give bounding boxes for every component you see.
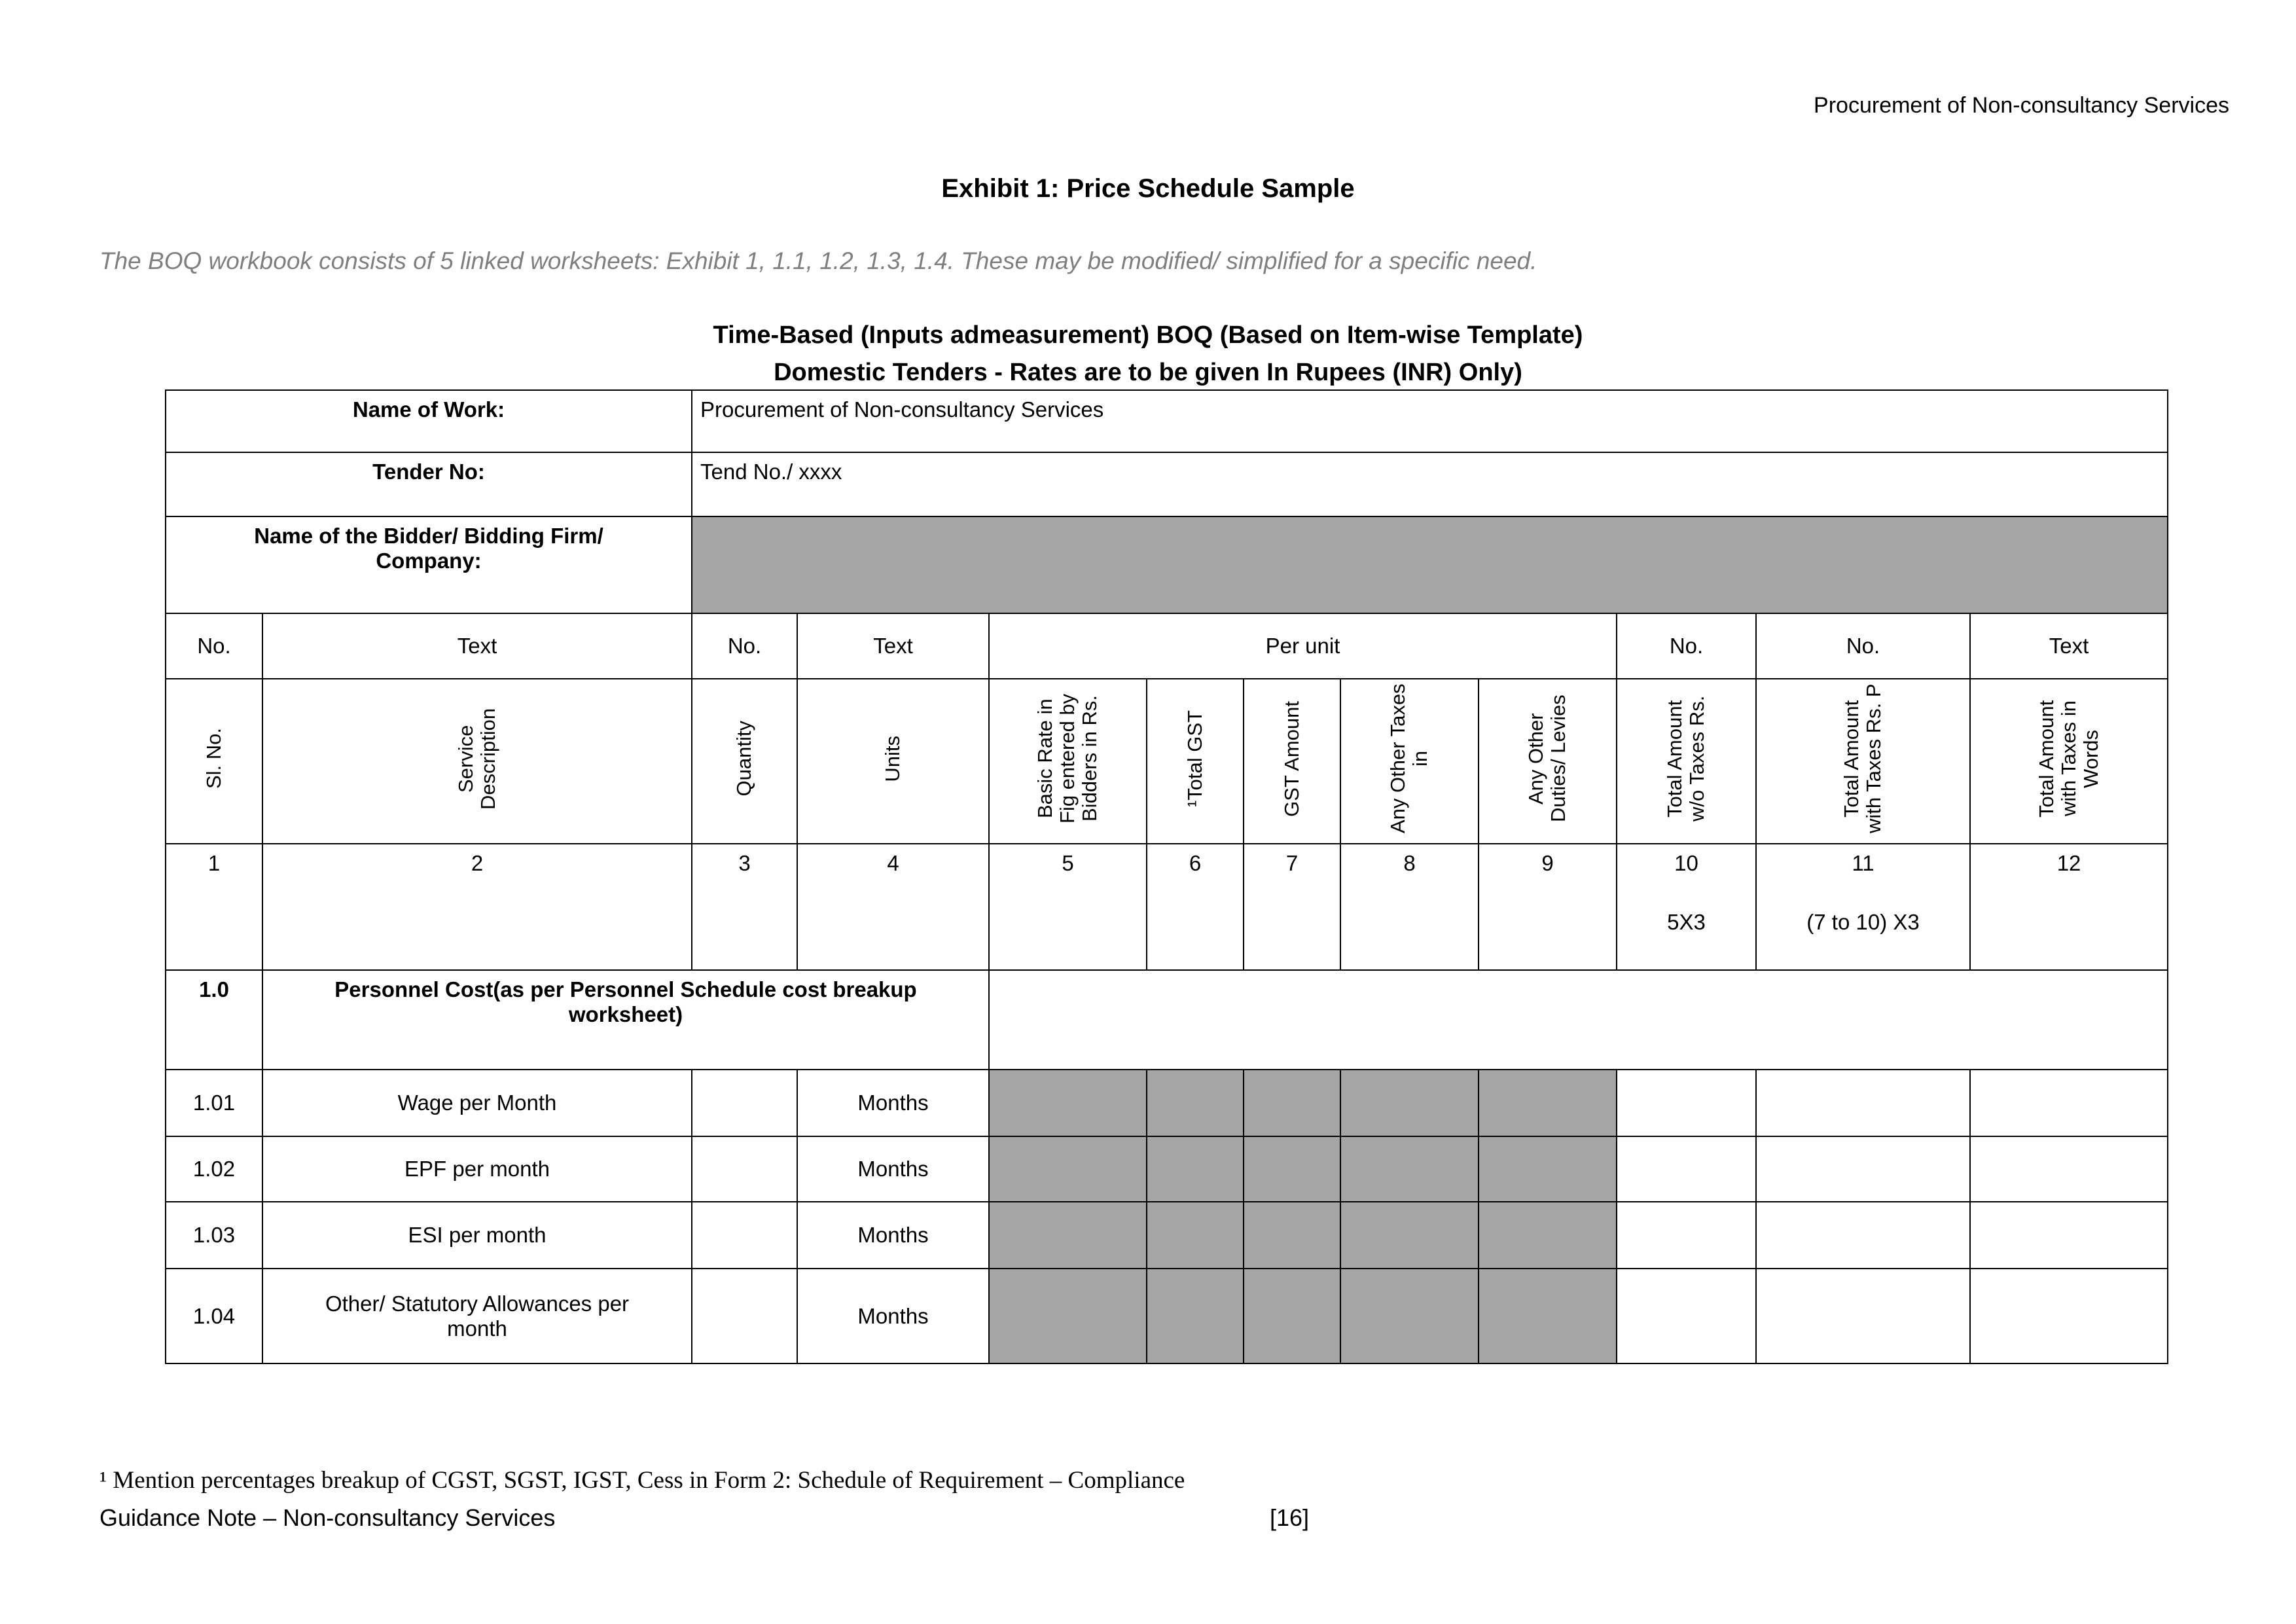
item-description-text: Other/ Statutory Allowances per month: [325, 1291, 630, 1341]
table-row: [166, 613, 2168, 679]
type-cell-words: Text: [1970, 613, 2168, 679]
total-gst-cell: [1147, 1070, 1244, 1136]
item-no: 1.04: [166, 1269, 262, 1363]
column-number-4: 4: [797, 844, 989, 970]
header-sl-no-text: Sl. No.: [202, 728, 225, 789]
column-formula-10: 5X3: [1667, 910, 1706, 934]
column-number-10: [1617, 844, 1756, 970]
column-number-8: 8: [1340, 844, 1479, 970]
header-basic-rate: [989, 679, 1147, 844]
total-with-taxes-cell: [1756, 1070, 1970, 1136]
tender-no-value: Tend No./ xxxx: [692, 452, 2168, 516]
type-cell-per-unit: Per unit: [989, 613, 1617, 679]
header-quantity: [692, 679, 797, 844]
table-row: [166, 1202, 2168, 1269]
unit-cell: Months: [797, 1202, 989, 1269]
total-with-taxes-cell: [1756, 1269, 1970, 1363]
type-cell-description: Text: [262, 613, 692, 679]
section-no: 1.0: [166, 970, 262, 1070]
other-duties-cell: [1479, 1269, 1617, 1363]
column-number-1: 1: [166, 844, 262, 970]
table-row: [166, 452, 2168, 516]
header-total-with-taxes-text: Total Amount with Taxes Rs. P: [1840, 683, 1886, 834]
quantity-cell: [692, 1269, 797, 1363]
header-sl-no: [166, 679, 262, 844]
total-gst-cell: [1147, 1202, 1244, 1269]
table-row: [166, 1269, 2168, 1363]
table-row: [166, 679, 2168, 844]
table-row: [166, 970, 2168, 1070]
table-row: [166, 516, 2168, 613]
other-duties-cell: [1479, 1070, 1617, 1136]
item-no: 1.02: [166, 1136, 262, 1202]
header-other-taxes-text: Any Other Taxes in: [1386, 683, 1432, 834]
column-number-6: 6: [1147, 844, 1244, 970]
footnote: ¹ Mention percentages breakup of CGST, SGST, IGST, Cess in Form 2: Schedule of Requirement – Compliance: [99, 1467, 1185, 1494]
other-taxes-cell: [1340, 1136, 1479, 1202]
type-cell-total-wo-tax: No.: [1617, 613, 1756, 679]
type-cell-slno: No.: [166, 613, 262, 679]
column-number-9: 9: [1479, 844, 1617, 970]
item-no: 1.01: [166, 1070, 262, 1136]
total-in-words-cell: [1970, 1070, 2168, 1136]
header-other-duties-text: Any Other Duties/ Levies: [1524, 695, 1570, 823]
item-description: ESI per month: [262, 1202, 692, 1269]
type-cell-quantity: No.: [692, 613, 797, 679]
item-description: Wage per Month: [262, 1070, 692, 1136]
column-number-12: 12: [1970, 844, 2168, 970]
header-total-gst: [1147, 679, 1244, 844]
unit-cell: Months: [797, 1070, 989, 1136]
type-cell-total-with-tax: No.: [1756, 613, 1970, 679]
price-schedule-table: [165, 389, 2168, 1364]
name-of-work-label: Name of Work:: [166, 390, 692, 452]
header-gst-amount: [1244, 679, 1340, 844]
total-in-words-cell: [1970, 1269, 2168, 1363]
other-duties-cell: [1479, 1202, 1617, 1269]
header-total-in-words: [1970, 679, 2168, 844]
column-number-10-value: 10: [1674, 851, 1698, 875]
total-in-words-cell: [1970, 1136, 2168, 1202]
column-number-11-value: 11: [1852, 851, 1874, 875]
footer-page-number: [16]: [1270, 1504, 1310, 1531]
column-number-3: 3: [692, 844, 797, 970]
unit-cell: Months: [797, 1269, 989, 1363]
quantity-cell: [692, 1070, 797, 1136]
item-no: 1.03: [166, 1202, 262, 1269]
total-with-taxes-cell: [1756, 1136, 1970, 1202]
total-wo-taxes-cell: [1617, 1202, 1756, 1269]
bidder-value-cell: [692, 516, 2168, 613]
header-gst-amount-text: GST Amount: [1280, 700, 1303, 817]
basic-rate-cell: [989, 1070, 1147, 1136]
total-wo-taxes-cell: [1617, 1136, 1756, 1202]
column-number-5: 5: [989, 844, 1147, 970]
header-total-with-taxes: [1756, 679, 1970, 844]
section-empty-cell: [989, 970, 2168, 1070]
header-other-taxes: [1340, 679, 1479, 844]
header-units-text: Units: [881, 735, 905, 782]
header-total-wo-taxes-text: Total Amount w/o Taxes Rs.: [1663, 695, 1709, 822]
gst-amount-cell: [1244, 1136, 1340, 1202]
header-units: [797, 679, 989, 844]
basic-rate-cell: [989, 1136, 1147, 1202]
item-description: EPF per month: [262, 1136, 692, 1202]
other-taxes-cell: [1340, 1269, 1479, 1363]
total-wo-taxes-cell: [1617, 1070, 1756, 1136]
header-service-description: [262, 679, 692, 844]
section-title-text: Personnel Cost(as per Personnel Schedule cost breakup worksheet): [334, 977, 917, 1026]
column-number-7: 7: [1244, 844, 1340, 970]
other-duties-cell: [1479, 1136, 1617, 1202]
bidder-label-line2: Company:: [376, 549, 482, 573]
unit-cell: Months: [797, 1136, 989, 1202]
intro-note: The BOQ workbook consists of 5 linked worksheets: Exhibit 1, 1.1, 1.2, 1.3, 1.4. These may be modified/ simplified for a specific need.: [99, 247, 1537, 274]
footer-title: Guidance Note – Non-consultancy Services: [99, 1504, 556, 1531]
table-row: [166, 1136, 2168, 1202]
total-wo-taxes-cell: [1617, 1269, 1756, 1363]
gst-amount-cell: [1244, 1202, 1340, 1269]
header-basic-rate-text: Basic Rate in Fig entered by Bidders in Rs.: [1033, 693, 1102, 824]
total-gst-cell: [1147, 1269, 1244, 1363]
basic-rate-cell: [989, 1202, 1147, 1269]
header-service-description-text: Service Description: [454, 708, 499, 810]
table-row: [166, 844, 2168, 970]
section-title-cell: [262, 970, 989, 1070]
header-total-in-words-text: Total Amount with Taxes in Words: [2034, 700, 2103, 818]
header-total-wo-taxes: [1617, 679, 1756, 844]
tender-no-label: Tender No:: [166, 452, 692, 516]
other-taxes-cell: [1340, 1202, 1479, 1269]
bidder-label-line1: Name of the Bidder/ Bidding Firm/: [254, 524, 603, 548]
bidder-label: [166, 516, 692, 613]
basic-rate-cell: [989, 1269, 1147, 1363]
column-number-11: [1756, 844, 1970, 970]
quantity-cell: [692, 1136, 797, 1202]
running-header: Procurement of Non-consultancy Services: [1814, 93, 2229, 118]
table-heading: [0, 317, 2296, 391]
header-total-gst-text: ¹Total GST: [1183, 710, 1206, 808]
item-description: [262, 1269, 692, 1363]
other-taxes-cell: [1340, 1070, 1479, 1136]
total-in-words-cell: [1970, 1202, 2168, 1269]
gst-amount-cell: [1244, 1269, 1340, 1363]
type-cell-units: Text: [797, 613, 989, 679]
column-formula-11: (7 to 10) X3: [1806, 910, 1920, 934]
table-heading-line1: Time-Based (Inputs admeasurement) BOQ (Based on Item-wise Template): [713, 321, 1583, 349]
total-with-taxes-cell: [1756, 1202, 1970, 1269]
header-quantity-text: Quantity: [732, 721, 756, 797]
page-title: Exhibit 1: Price Schedule Sample: [941, 174, 1355, 203]
table-row: [166, 1070, 2168, 1136]
column-number-2: 2: [262, 844, 692, 970]
total-gst-cell: [1147, 1136, 1244, 1202]
name-of-work-value: Procurement of Non-consultancy Services: [692, 390, 2168, 452]
table-heading-line2: Domestic Tenders - Rates are to be given In Rupees (INR) Only): [774, 359, 1522, 386]
table-row: [166, 390, 2168, 452]
header-other-duties: [1479, 679, 1617, 844]
quantity-cell: [692, 1202, 797, 1269]
gst-amount-cell: [1244, 1070, 1340, 1136]
